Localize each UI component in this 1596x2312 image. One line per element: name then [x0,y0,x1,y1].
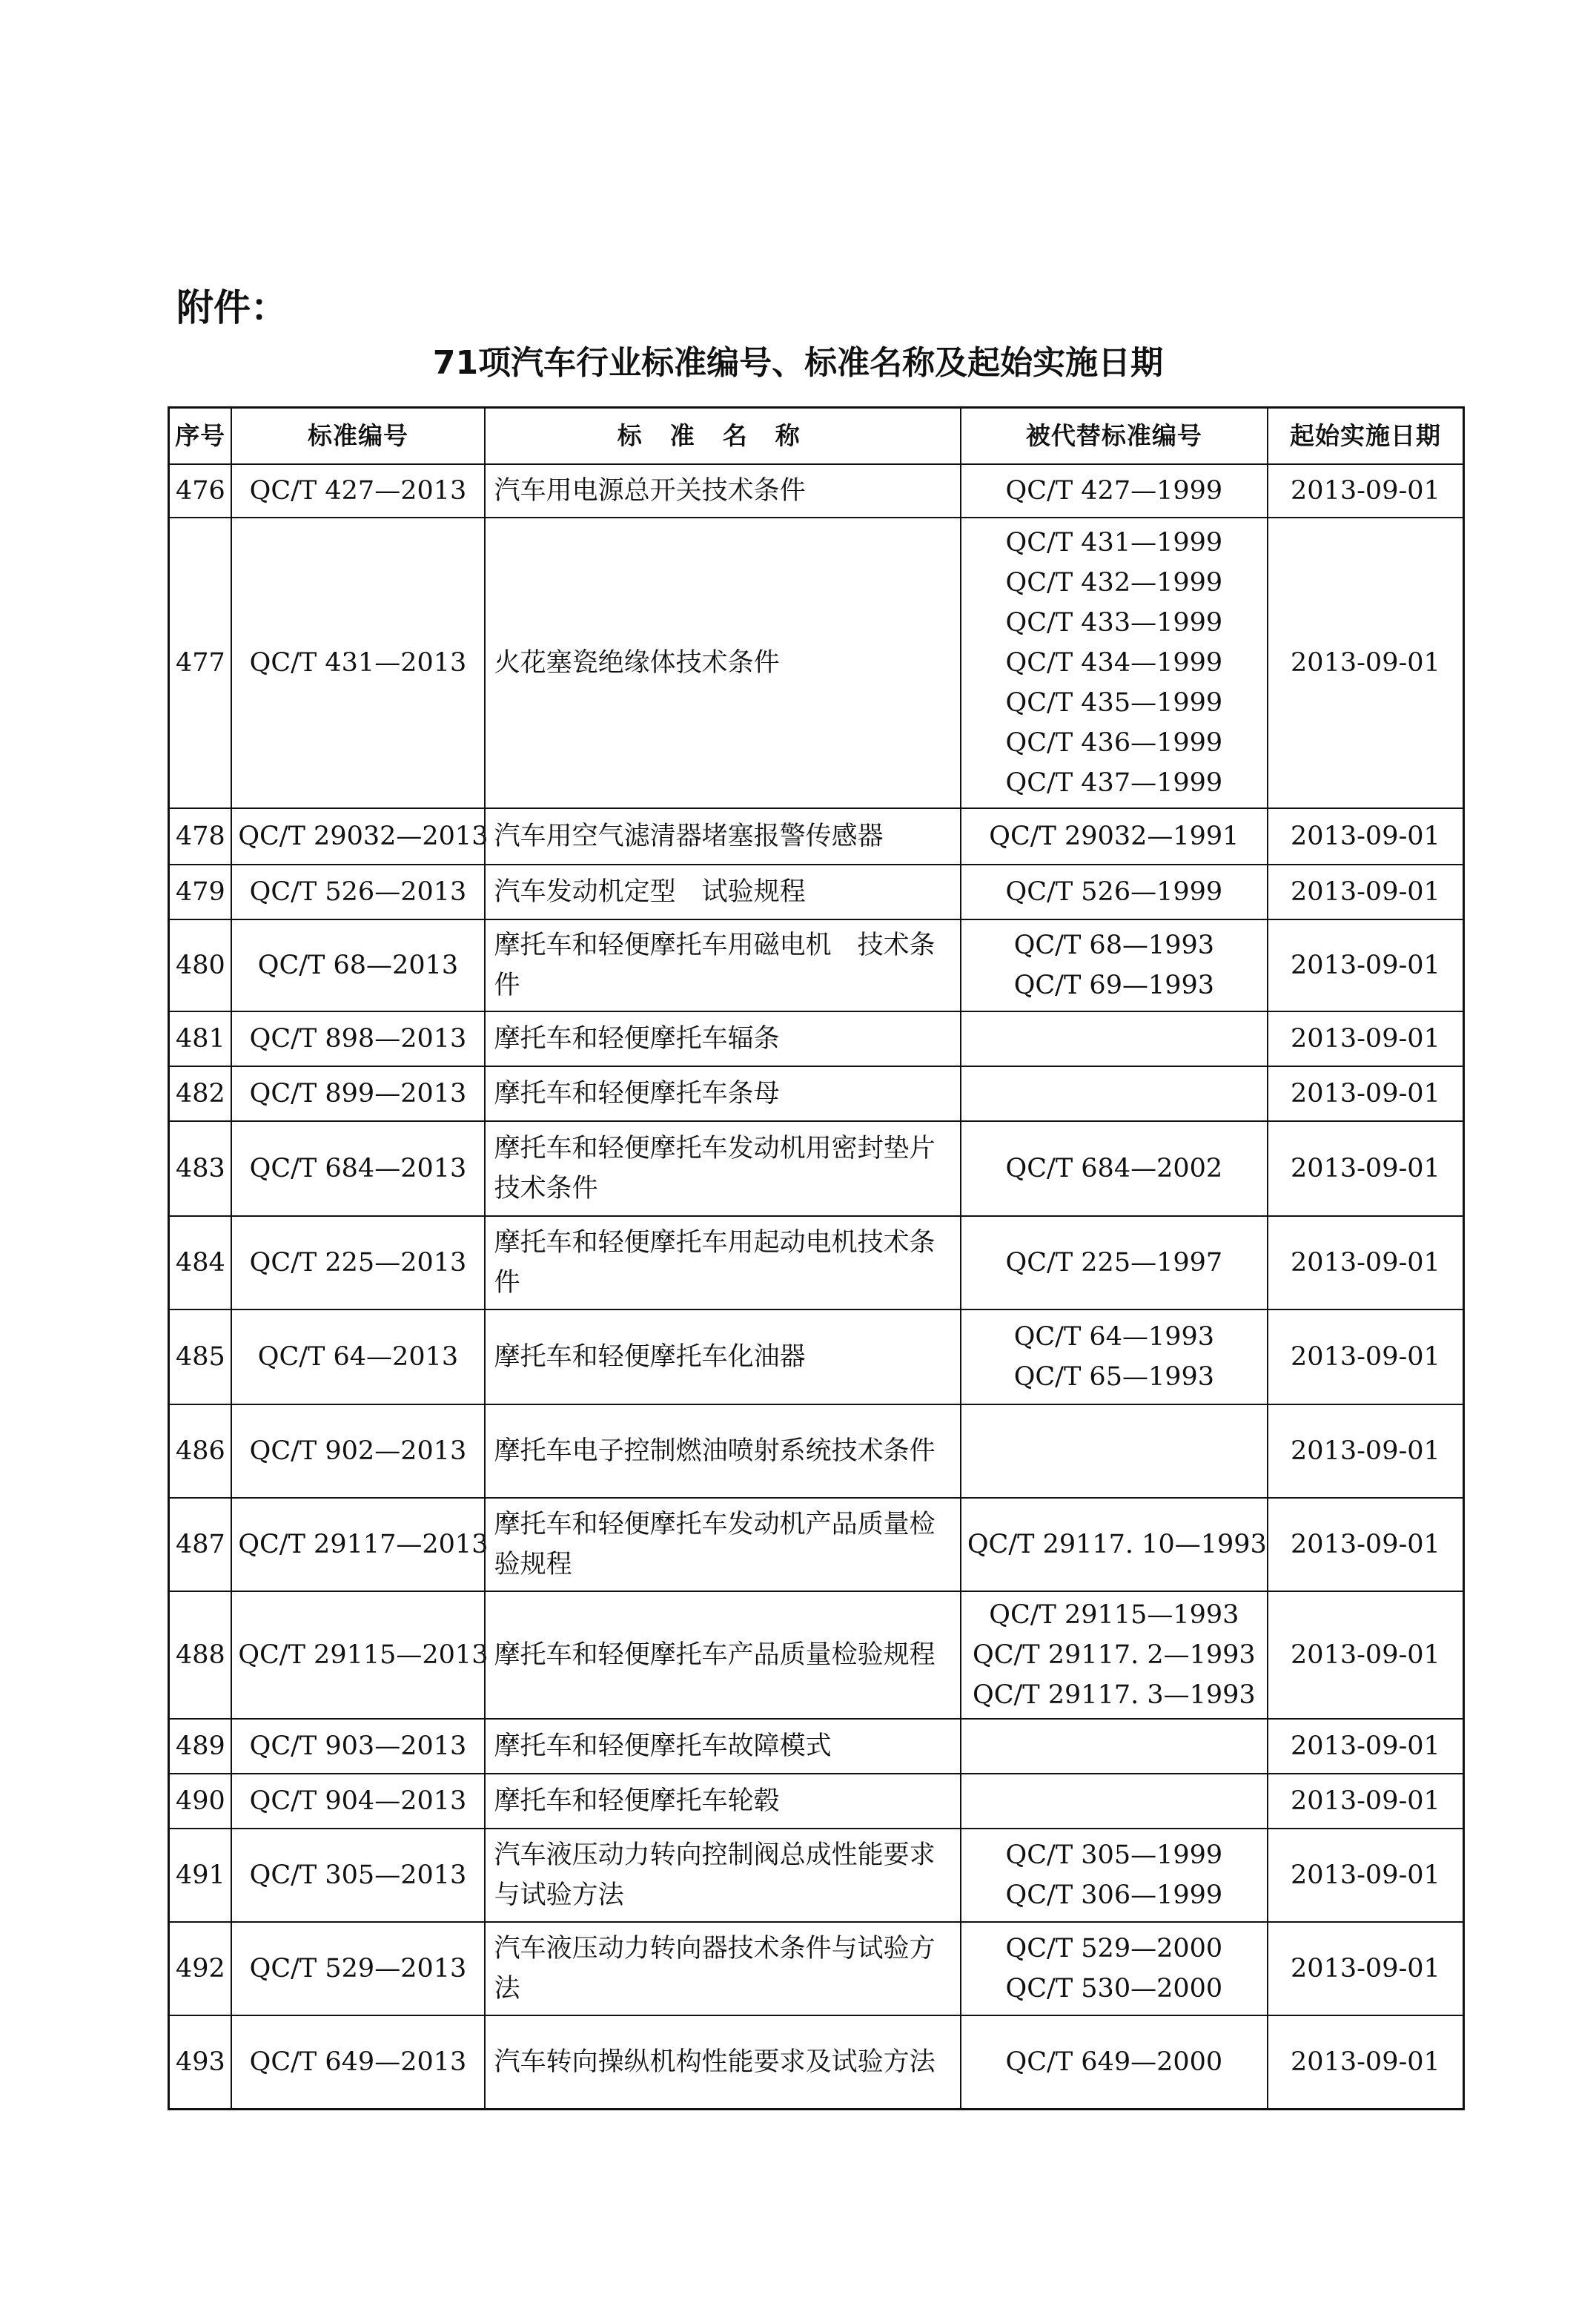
row-date: 2013-09-01 [1268,1066,1464,1121]
header-seq: 序号 [169,408,232,465]
replaced-std-no: QC/T 65—1993 [1013,1362,1215,1392]
replaced-std-no: QC/T 69—1993 [1013,971,1215,1000]
row-replaced [961,1404,1268,1498]
row-date: 2013-09-01 [1268,2015,1464,2109]
replaced-std-no: QC/T 530—2000 [1005,1974,1223,2004]
table-row [169,2015,1464,2109]
row-date: 2013-09-01 [1268,464,1464,518]
row-replaced [961,1719,1268,1774]
row-std-no: QC/T 904—2013 [231,1774,484,1829]
row-name: 汽车转向操纵机构性能要求及试验方法 [485,2015,961,2109]
row-date: 2013-09-01 [1268,1121,1464,1216]
row-replaced [961,808,1268,865]
row-replaced [961,1922,1268,2015]
replaced-std-no: QC/T 29117. 3—1993 [973,1680,1256,1710]
row-name: 摩托车和轻便摩托车用磁电机 技术条件 [485,919,961,1011]
table-row [169,1498,1464,1591]
replaced-std-no: QC/T 432—1999 [1005,568,1223,598]
row-date: 2013-09-01 [1268,1011,1464,1066]
table-row [169,1829,1464,1922]
row-replaced [961,1498,1268,1591]
row-date: 2013-09-01 [1268,1404,1464,1498]
row-std-no: QC/T 898—2013 [231,1011,484,1066]
table-body [169,464,1464,2109]
row-name: 汽车液压动力转向控制阀总成性能要求与试验方法 [485,1829,961,1922]
row-std-no: QC/T 29115—2013 [231,1591,484,1719]
row-std-no: QC/T 64—2013 [231,1309,484,1404]
table-row [169,808,1464,865]
replaced-std-no: QC/T 436—1999 [1005,728,1223,758]
table-header [169,408,1464,465]
header-date: 起始实施日期 [1268,408,1464,465]
replaced-std-no: QC/T 29115—1993 [989,1600,1239,1630]
row-std-no: QC/T 431—2013 [231,518,484,808]
table-row [169,865,1464,919]
row-name: 汽车发动机定型 试验规程 [485,865,961,919]
replaced-std-no: QC/T 306—1999 [1005,1880,1223,1910]
row-seq: 476 [169,464,232,518]
row-seq: 488 [169,1591,232,1719]
row-replaced [961,1121,1268,1216]
row-name: 火花塞瓷绝缘体技术条件 [485,518,961,808]
row-name: 摩托车和轻便摩托车故障模式 [485,1719,961,1774]
row-std-no: QC/T 902—2013 [231,1404,484,1498]
row-seq: 489 [169,1719,232,1774]
row-date: 2013-09-01 [1268,1591,1464,1719]
row-std-no: QC/T 903—2013 [231,1719,484,1774]
row-name: 摩托车和轻便摩托车用起动电机技术条件 [485,1216,961,1309]
row-seq: 485 [169,1309,232,1404]
row-seq: 484 [169,1216,232,1309]
row-seq: 478 [169,808,232,865]
row-std-no: QC/T 899—2013 [231,1066,484,1121]
table-row [169,1591,1464,1719]
row-seq: 483 [169,1121,232,1216]
replaced-std-no: QC/T 437—1999 [1005,768,1223,798]
row-std-no: QC/T 684—2013 [231,1121,484,1216]
row-date: 2013-09-01 [1268,1774,1464,1829]
table-row [169,1404,1464,1498]
attachment-label: 附件： [176,286,288,329]
replaced-std-no: QC/T 68—1993 [1013,931,1215,960]
row-seq: 491 [169,1829,232,1922]
replaced-std-no: QC/T 305—1999 [1005,1840,1223,1870]
row-std-no: QC/T 649—2013 [231,2015,484,2109]
row-date: 2013-09-01 [1268,919,1464,1011]
replaced-std-no: QC/T 684—2002 [1005,1154,1223,1183]
table-row [169,1121,1464,1216]
row-seq: 490 [169,1774,232,1829]
row-name: 摩托车和轻便摩托车条母 [485,1066,961,1121]
replaced-std-no: QC/T 29117. 10—1993 [967,1530,1267,1559]
row-seq: 493 [169,2015,232,2109]
row-std-no: QC/T 526—2013 [231,865,484,919]
row-replaced [961,1066,1268,1121]
row-date: 2013-09-01 [1268,865,1464,919]
row-date: 2013-09-01 [1268,1498,1464,1591]
row-std-no: QC/T 225—2013 [231,1216,484,1309]
row-std-no: QC/T 29117—2013 [231,1498,484,1591]
row-seq: 492 [169,1922,232,2015]
header-name: 标准名称 [485,408,961,465]
row-date: 2013-09-01 [1268,1922,1464,2015]
row-replaced [961,919,1268,1011]
table-row [169,1011,1464,1066]
row-replaced [961,1011,1268,1066]
row-replaced [961,464,1268,518]
row-seq: 487 [169,1498,232,1591]
table-row [169,1719,1464,1774]
document-title: 71项汽车行业标准编号、标准名称及起始实施日期 [432,344,1164,382]
standards-table [168,406,1465,2110]
table-row [169,1216,1464,1309]
row-name: 汽车用空气滤清器堵塞报警传感器 [485,808,961,865]
row-replaced [961,2015,1268,2109]
replaced-std-no: QC/T 29032—1991 [989,822,1239,851]
row-name: 摩托车和轻便摩托车化油器 [485,1309,961,1404]
row-seq: 480 [169,919,232,1011]
row-replaced [961,1829,1268,1922]
row-std-no: QC/T 29032—2013 [231,808,484,865]
table-row [169,1922,1464,2015]
header-std-no: 标准编号 [231,408,484,465]
replaced-std-no: QC/T 427—1999 [1005,476,1223,506]
row-name: 摩托车电子控制燃油喷射系统技术条件 [485,1404,961,1498]
row-date: 2013-09-01 [1268,518,1464,808]
row-name: 摩托车和轻便摩托车辐条 [485,1011,961,1066]
replaced-std-no: QC/T 435—1999 [1005,688,1223,718]
row-replaced [961,1591,1268,1719]
row-replaced [961,865,1268,919]
header-replaced: 被代替标准编号 [961,408,1268,465]
table-row [169,1066,1464,1121]
row-seq: 486 [169,1404,232,1498]
replaced-std-no: QC/T 649—2000 [1005,2047,1223,2077]
replaced-std-no: QC/T 434—1999 [1005,648,1223,678]
replaced-std-no: QC/T 225—1997 [1005,1248,1223,1278]
row-date: 2013-09-01 [1268,1309,1464,1404]
row-name: 汽车液压动力转向器技术条件与试验方法 [485,1922,961,2015]
row-replaced [961,1309,1268,1404]
table-row [169,1309,1464,1404]
row-std-no: QC/T 529—2013 [231,1922,484,2015]
row-seq: 477 [169,518,232,808]
row-date: 2013-09-01 [1268,1216,1464,1309]
table-row [169,919,1464,1011]
row-name: 摩托车和轻便摩托车发动机用密封垫片技术条件 [485,1121,961,1216]
row-date: 2013-09-01 [1268,808,1464,865]
row-name: 摩托车和轻便摩托车产品质量检验规程 [485,1591,961,1719]
replaced-std-no: QC/T 433—1999 [1005,608,1223,638]
row-std-no: QC/T 427—2013 [231,464,484,518]
row-seq: 482 [169,1066,232,1121]
row-replaced [961,518,1268,808]
table-row [169,518,1464,808]
replaced-std-no: QC/T 526—1999 [1005,877,1223,907]
row-seq: 481 [169,1011,232,1066]
row-name: 摩托车和轻便摩托车轮毂 [485,1774,961,1829]
row-name: 汽车用电源总开关技术条件 [485,464,961,518]
table-row [169,464,1464,518]
table-row [169,1774,1464,1829]
replaced-std-no: QC/T 64—1993 [1013,1322,1215,1352]
row-replaced [961,1216,1268,1309]
row-date: 2013-09-01 [1268,1829,1464,1922]
row-std-no: QC/T 68—2013 [231,919,484,1011]
row-date: 2013-09-01 [1268,1719,1464,1774]
header-row [169,408,1464,465]
row-std-no: QC/T 305—2013 [231,1829,484,1922]
replaced-std-no: QC/T 29117. 2—1993 [973,1640,1256,1670]
row-replaced [961,1774,1268,1829]
replaced-std-no: QC/T 529—2000 [1005,1934,1223,1963]
row-name: 摩托车和轻便摩托车发动机产品质量检验规程 [485,1498,961,1591]
replaced-std-no: QC/T 431—1999 [1005,528,1223,558]
row-seq: 479 [169,865,232,919]
